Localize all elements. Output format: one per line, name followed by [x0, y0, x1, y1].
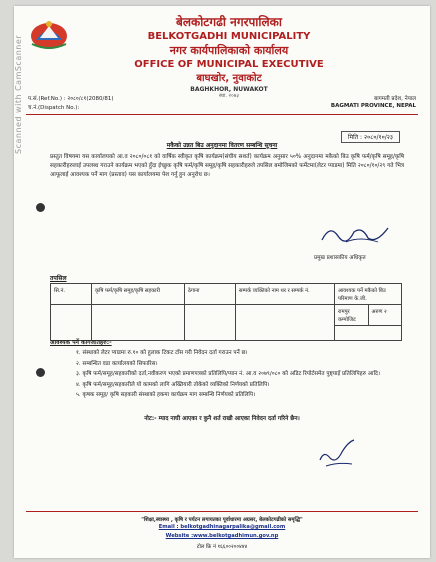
province-np: बागमती प्रदेश, नेपाल	[374, 96, 416, 102]
col-contact: सम्पर्क व्यक्तिको नाम थर र सम्पर्क नं.	[236, 284, 335, 305]
variety-arun: अरुण २	[371, 309, 387, 315]
nepal-emblem-icon	[28, 16, 70, 52]
dispatch-number: च.नं.(Dispatch No.):	[28, 105, 80, 111]
table-header-row	[51, 284, 402, 305]
handwritten-mark-icon	[312, 434, 360, 472]
scanner-watermark: Scanned with CamScanner	[14, 34, 23, 154]
document-page	[14, 6, 430, 558]
col-address: ठेगाना	[185, 284, 236, 305]
ref-number: प.सं.(Ref.No.) : २०८०/८१(2080/81)	[28, 96, 114, 102]
annex-label: तपसिल	[50, 275, 67, 282]
col-quantity: आवश्यक पर्ने मकैको बिउ परिमाण के.जी.	[335, 284, 402, 305]
municipality-name-np: बेलकोटगढी नगरपालिका	[176, 15, 282, 29]
variety-rampur: रामपुर कम्पोजिट	[335, 305, 369, 325]
list-item: ५. कृषक समूह/ कृषि सहकारी संस्थाको हकमा कार्यक्रम माग सम्बन्धि निर्णयको प्रतिलिपि।	[76, 392, 256, 398]
col-serial: सि.नं.	[51, 284, 92, 305]
signature-icon	[316, 218, 396, 248]
office-name-en: OFFICE OF MUNICIPAL EXECUTIVE	[134, 59, 324, 70]
list-item: १. संस्थाको लेटर प्याडमा रु.१० को हुलाक टिकट टाँस गरी निवेदन दर्ता गराउन पर्ने छ।	[76, 350, 248, 356]
established-note: स्था. २०७३	[219, 93, 239, 99]
punch-hole	[36, 203, 45, 212]
table-row	[51, 305, 402, 326]
footer-email[interactable]: Email : belkotgadhinagarpalika@gmail.com	[158, 524, 286, 530]
notice-subject: मकैको उन्नत बिउ अनुदानमा वितरण सम्बन्धि सूचना	[166, 142, 278, 149]
documents-list	[76, 349, 402, 402]
notice-note: नोट:- म्याद नाघी आएका र कुनै शर्त राखी आएका निवेदन दर्ता गरिने छैन।	[144, 416, 300, 422]
footer-website[interactable]: Website :www.belkotgadhimun.gov.np	[165, 533, 279, 539]
footer-divider	[26, 511, 418, 512]
list-item: २. सम्बन्धित वडा कार्यालयको सिफारिस।	[76, 360, 158, 367]
list-item: ४. कृषि फर्म/समूह/सहकारीले यो कामको लागि अख्तियारी तोकेको व्यक्तिको निर्णयको प्रतिलिपि।	[76, 381, 270, 388]
location-np: बाघखोर, नुवाकोट	[196, 73, 262, 84]
list-item: ३. कृषि फर्म/समूह/सहकारीको दर्ता,नवीकरण भएको प्रमाणपत्रको प्रतिलिपि/प्यान नं. आ.व २०७९/०८० को अडिट रिपोर्टसमेत पुष्ट्याइँ प्रतिलिपिहरु आदि।	[76, 371, 381, 377]
province-en: BAGMATI PROVINCE, NEPAL	[330, 103, 416, 109]
footer-toll-free: टोल फ्रि नं १६६००२००४४४	[196, 544, 248, 550]
header-divider	[26, 114, 418, 115]
application-format-table	[50, 283, 402, 341]
issue-date: मिति : २०८०/१०/२३	[341, 131, 400, 143]
signatory-title: प्रमुख प्रशासकीय अधिकृत	[314, 255, 366, 261]
notice-body: प्रस्तुत विषयमा यस कार्यालयको आ.व २०८०/०८१ को वार्षिक स्वीकृत कृषि कार्यक्रम(संघीय सशर्त) कार्यक्रम अनुसार ५०% अनुदानमा मकैको बिउ कृषि फर्म/कृषि समूह/कृषि सहकारीहरुलाई उपलब्ध गराउने कार्यक्रम भएको हुँदा ईच्छुक कृषि फर्म/कृषि समूह/कृषि सहकारीहरुले तपसिल बमोजिमको फर्मेटमा(लेटर प्याडमा) मिति २०८०/१०/२९ गते भित्र आफूलाई आवश्यक पर्ने माग (प्रस्ताव) यस कार्यालयमा पेश गर्नु हुन अनुरोध छ।	[50, 154, 404, 178]
punch-hole	[36, 368, 45, 377]
municipality-name-en: BELKOTGADHI MUNICIPALITY	[147, 31, 311, 42]
footer-motto: "शिक्षा,स्वास्थ्य , कृषि र पर्यटन लगायतका पूर्वाधारमा अग्रसर, बेलकोटगढीको समृद्धि"	[141, 517, 303, 523]
col-farm: कृषि फर्म/कृषि समूह/कृषि सहकारी	[92, 284, 185, 305]
documents-heading: आवश्यक पर्ने कागजातहरु:-	[50, 339, 112, 346]
office-name-np: नगर कार्यपालिकाको कार्यालय	[169, 44, 289, 57]
location-en: BAGHKHOR, NUWAKOT	[190, 86, 268, 93]
